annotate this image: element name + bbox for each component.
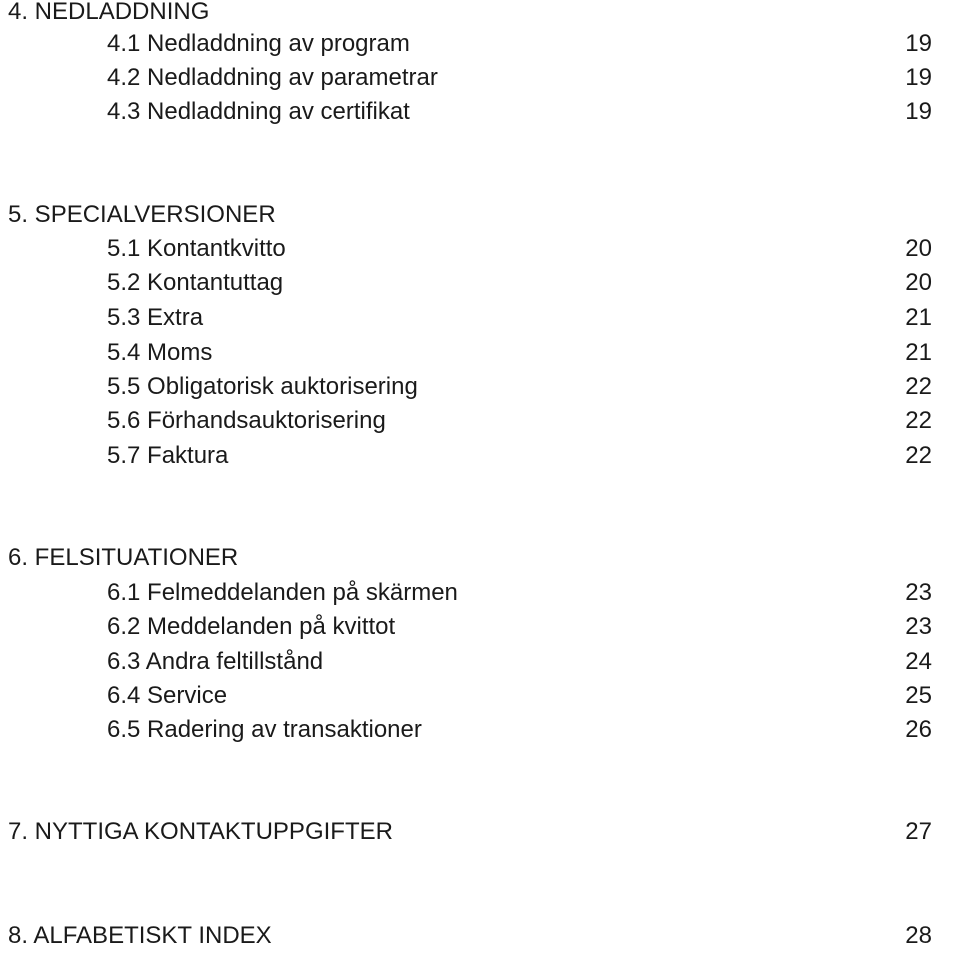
toc-entry-page: 22: [905, 373, 932, 400]
toc-entry-page: 19: [905, 30, 932, 57]
toc-entry: [0, 370, 960, 404]
toc-entry-title: 4.3 Nedladdning av certifikat: [107, 98, 410, 125]
toc-entry: [0, 439, 960, 473]
toc-entry-page: 22: [905, 407, 932, 434]
toc-entry-page: 23: [905, 613, 932, 640]
toc-entry-title: 6.5 Radering av transaktioner: [107, 716, 422, 743]
toc-heading-title: 5. SPECIALVERSIONER: [8, 201, 276, 228]
toc-entry-title: 5.3 Extra: [107, 304, 204, 331]
toc-entry: [0, 645, 960, 679]
toc-entry-page: 21: [905, 339, 932, 366]
toc-heading: [0, 198, 960, 232]
toc-entry: [0, 61, 960, 95]
toc-entry: [0, 679, 960, 713]
toc-entry-title: 5.4 Moms: [107, 339, 213, 366]
toc-entry: [0, 336, 960, 370]
toc-heading-page: 27: [905, 818, 932, 845]
toc-entry-page: 26: [905, 716, 932, 743]
toc-entry-page: 24: [905, 648, 932, 675]
toc-entry-title: 6.4 Service: [107, 682, 228, 709]
toc-heading-title: 7. NYTTIGA KONTAKTUPPGIFTER: [8, 818, 393, 845]
toc-entry-page: 22: [905, 442, 932, 469]
toc-heading: [0, 0, 960, 29]
toc-entry: [0, 576, 960, 610]
toc-entry: [0, 301, 960, 335]
toc-entry: [0, 95, 960, 129]
toc-entry: [0, 266, 960, 300]
toc-entry: [0, 610, 960, 644]
toc-heading: [0, 919, 960, 953]
toc-entry-title: 4.1 Nedladdning av program: [107, 30, 410, 57]
toc-entry-title: 5.5 Obligatorisk auktorisering: [107, 373, 418, 400]
toc-entry-page: 20: [905, 235, 932, 262]
toc-entry-title: 5.1 Kontantkvitto: [107, 235, 286, 262]
toc-entry-title: 6.2 Meddelanden på kvittot: [107, 613, 396, 640]
toc-entry-title: 5.6 Förhandsauktorisering: [107, 407, 386, 434]
toc-entry: [0, 404, 960, 438]
toc-heading-page: 28: [905, 922, 932, 949]
toc-entry: [0, 232, 960, 266]
toc-entry-title: 5.2 Kontantuttag: [107, 269, 284, 296]
toc-heading-title: 8. ALFABETISKT INDEX: [8, 922, 272, 949]
toc-entry-title: 6.1 Felmeddelanden på skärmen: [107, 579, 458, 606]
toc-entry-page: 21: [905, 304, 932, 331]
toc-entry-page: 19: [905, 98, 932, 125]
toc-entry-title: 4.2 Nedladdning av parametrar: [107, 64, 438, 91]
toc-heading-title: 4. NEDLADDNING: [8, 0, 210, 25]
toc-heading: [0, 815, 960, 849]
toc-entry: [0, 27, 960, 61]
toc-entry-title: 5.7 Faktura: [107, 442, 229, 469]
toc-entry-page: 19: [905, 64, 932, 91]
toc-entry: [0, 713, 960, 747]
toc-entry-title: 6.3 Andra feltillstånd: [107, 648, 324, 675]
toc-heading-title: 6. FELSITUATIONER: [8, 544, 239, 571]
toc-entry-page: 20: [905, 269, 932, 296]
toc-entry-page: 23: [905, 579, 932, 606]
toc-entry-page: 25: [905, 682, 932, 709]
toc-heading: [0, 541, 960, 575]
